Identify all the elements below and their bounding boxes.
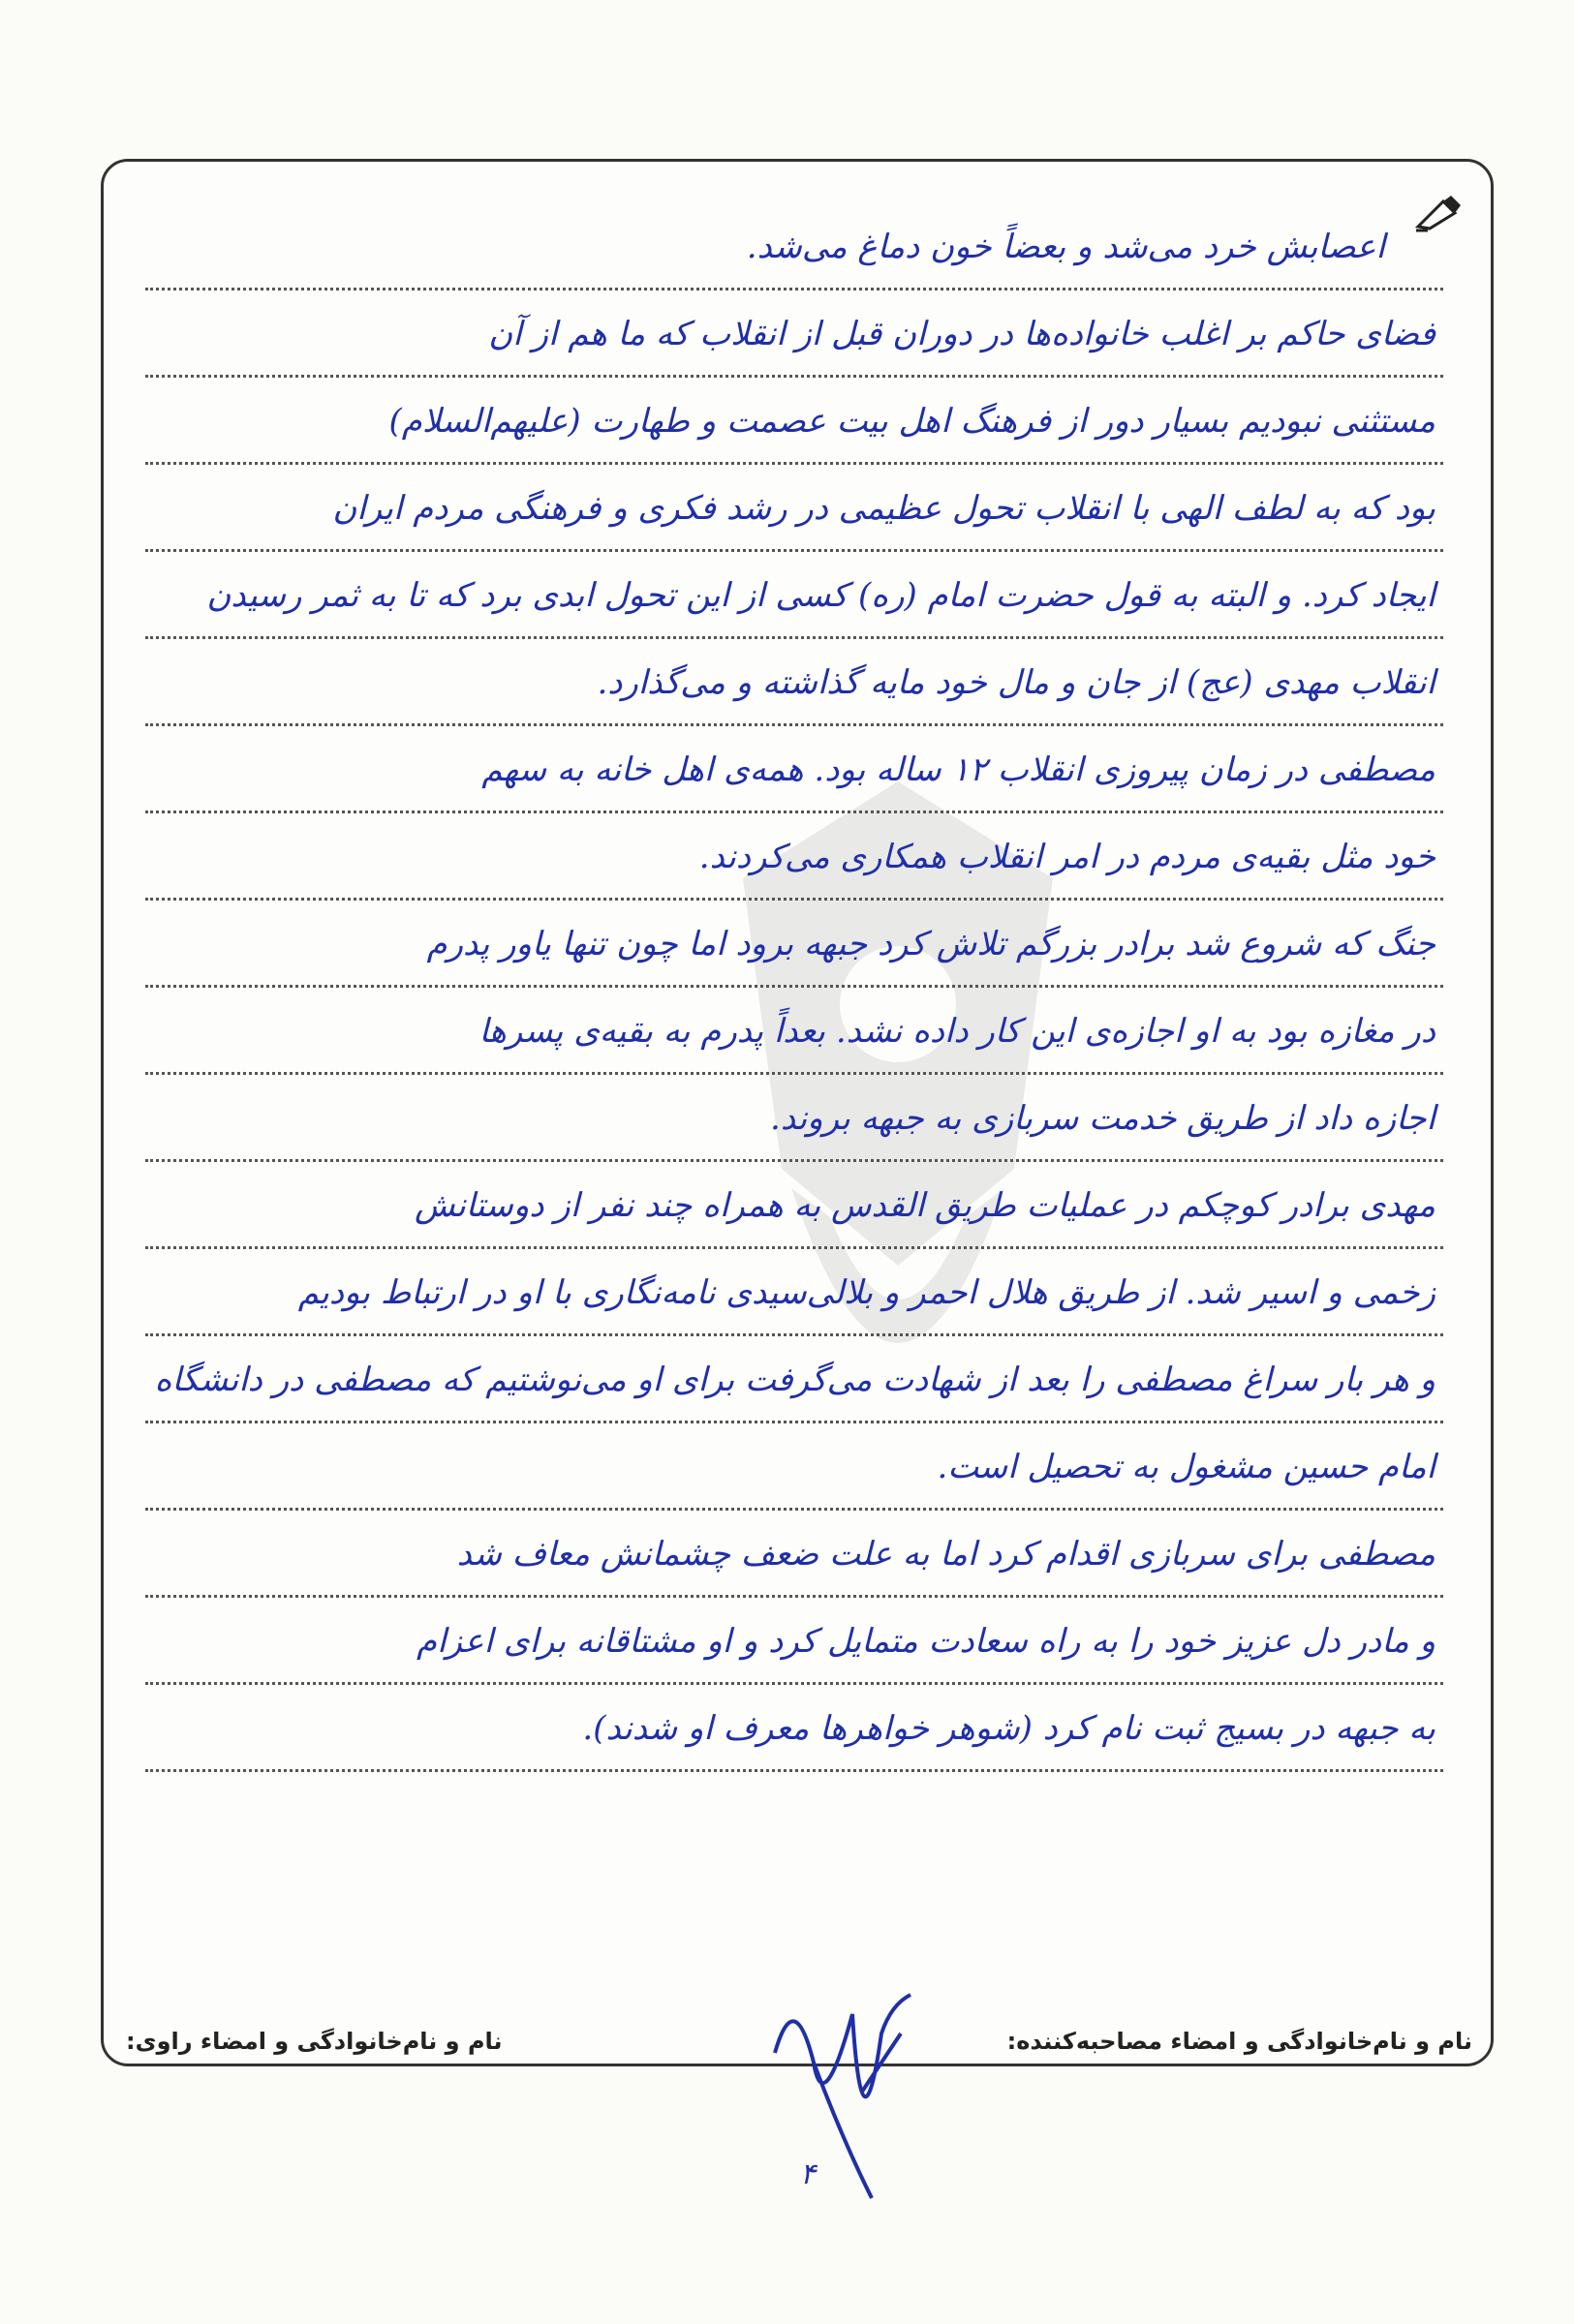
text-line: ایجاد کرد. و البته به قول حضرت امام (ره) کسی از این تحول ابدی برد که تا به ثمر رسیدن [145, 552, 1443, 639]
page-number: ۴ [800, 2157, 817, 2191]
text-line: و هر بار سراغ مصطفی را بعد از شهادت می‌گرفت برای او می‌نوشتیم که مصطفی در دانشگاه [145, 1336, 1443, 1423]
text-line: انقلاب مهدی (عج) از جان و مال خود مایه گذاشته و می‌گذارد. [145, 639, 1443, 726]
text-line: مصطفی در زمان پیروزی انقلاب ۱۲ ساله بود. همه‌ی اهل خانه به سهم [145, 726, 1443, 813]
text-line: مستثنی نبودیم بسیار دور از فرهنگ اهل بیت عصمت و طهارت (علیهم‌السلام) [145, 378, 1443, 465]
signature-icon [756, 1975, 949, 2217]
text-line: اجازه داد از طریق خدمت سربازی به جبهه بروند. [145, 1075, 1443, 1162]
text-line: و مادر دل عزیز خود را به راه سعادت متمایل کرد و او مشتاقانه برای اعزام [145, 1598, 1443, 1685]
text-line: بود که به لطف الهی با انقلاب تحول عظیمی در رشد فکری و فرهنگی مردم ایران [145, 465, 1443, 552]
text-line: فضای حاکم بر اغلب خانواده‌ها در دوران قبل از انقلاب که ما هم از آن [145, 290, 1443, 378]
text-line: اعصابش خرد می‌شد و بعضاً خون دماغ می‌شد. [145, 203, 1443, 290]
narrator-label: نام و نام‌خانوادگی و امضاء راوی: [126, 2028, 503, 2055]
handwritten-lines [145, 203, 1443, 1772]
text-line: به جبهه در بسیج ثبت نام کرد (شوهر خواهرها معرف او شدند). [145, 1685, 1443, 1772]
footer [126, 2028, 1472, 2066]
text-line: در مغازه بود به او اجازه‌ی این کار داده نشد. بعداً پدرم به بقیه‌ی پسرها [145, 988, 1443, 1075]
interviewer-label: نام و نام‌خانوادگی و امضاء مصاحبه‌کننده: [1006, 2028, 1472, 2055]
text-line: جنگ که شروع شد برادر بزرگم تلاش کرد جبهه برود اما چون تنها یاور پدرم [145, 901, 1443, 988]
text-line: امام حسین مشغول به تحصیل است. [145, 1423, 1443, 1511]
text-line: زخمی و اسیر شد. از طریق هلال احمر و بلالی‌سیدی نامه‌نگاری با او در ارتباط بودیم [145, 1249, 1443, 1336]
text-line: مهدی برادر کوچکم در عملیات طریق القدس به همراه چند نفر از دوستانش [145, 1162, 1443, 1249]
text-line: مصطفی برای سربازی اقدام کرد اما به علت ضعف چشمانش معاف شد [145, 1511, 1443, 1598]
text-line: خود مثل بقیه‌ی مردم در امر انقلاب همکاری می‌کردند. [145, 813, 1443, 901]
